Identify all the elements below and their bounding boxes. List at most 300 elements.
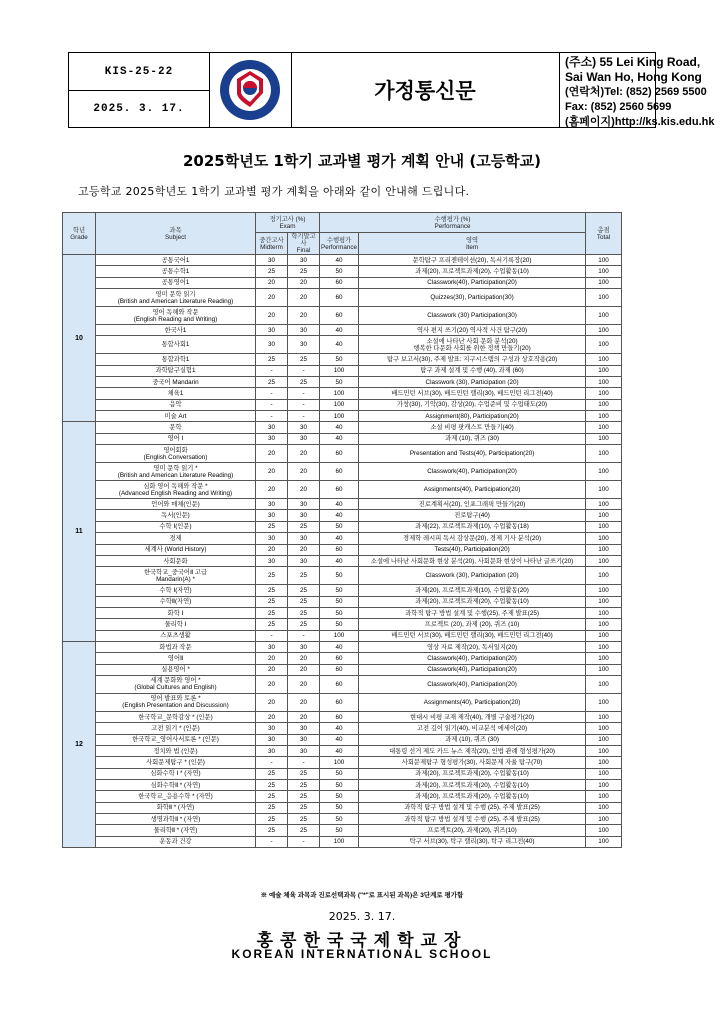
midterm-cell: 30	[256, 510, 288, 521]
final-cell: 25	[288, 354, 320, 365]
table-row	[63, 445, 622, 463]
subject-cell: 화학Ⅱ * (자연)	[96, 802, 256, 813]
subject-cell: 사회문화	[96, 555, 256, 566]
total-cell: 100	[586, 255, 622, 266]
item-cell: Classwork(40), Participation(20)	[359, 664, 586, 675]
subject-cell: 영미 문학 읽기 * (British and American Literature Reading)	[96, 463, 256, 481]
item-cell: Presentation and Tests(40), Participation(20)	[359, 445, 586, 463]
table-row	[63, 596, 622, 607]
table-row	[63, 653, 622, 664]
item-cell: 진로계획서(20), 인포그래픽 만들기(20)	[359, 499, 586, 510]
performance-cell: 40	[320, 325, 359, 336]
letter-header	[68, 52, 715, 128]
midterm-cell: 20	[256, 289, 288, 307]
total-cell: 100	[586, 814, 622, 825]
item-cell: 과제 (10), 퀴즈 (30)	[359, 433, 586, 444]
final-cell: 20	[288, 711, 320, 722]
performance-cell: 60	[320, 277, 359, 288]
school-name-korean: 홍콩한국국제학교장	[256, 931, 468, 951]
total-cell: 100	[586, 399, 622, 410]
subject-cell: 실용영어 *	[96, 664, 256, 675]
performance-cell: 60	[320, 711, 359, 722]
total-cell: 100	[586, 630, 622, 641]
table-row	[63, 664, 622, 675]
final-cell: 30	[288, 499, 320, 510]
table-row	[63, 354, 622, 365]
final-cell: 25	[288, 768, 320, 779]
item-cell: 경제학 레시피 독서 감상문(20), 경제 기사 분석(20)	[359, 533, 586, 544]
table-row	[63, 336, 622, 354]
final-cell: -	[288, 630, 320, 641]
table-row	[63, 836, 622, 847]
subject-cell: 과학탐구실험1	[96, 365, 256, 376]
header-subject: 과목 Subject	[96, 213, 256, 255]
item-cell: 소설 비평 팟캐스트 만들기(40)	[359, 422, 586, 433]
item-cell: 과제(20), 프로젝트과제(20), 수업활동(10)	[359, 768, 586, 779]
total-cell: 100	[586, 802, 622, 813]
subject-cell: 사회문제탐구 * (인문)	[96, 757, 256, 768]
table-row	[63, 422, 622, 433]
performance-cell: 50	[320, 791, 359, 802]
final-cell: 20	[288, 653, 320, 664]
final-cell: -	[288, 388, 320, 399]
document-code: KIS-25-22	[69, 53, 209, 91]
final-cell: 25	[288, 814, 320, 825]
midterm-cell: 25	[256, 377, 288, 388]
table-row	[63, 630, 622, 641]
midterm-cell: 25	[256, 266, 288, 277]
subject-cell: 한국학교_문학감상 * (인문)	[96, 711, 256, 722]
subject-cell: 물리학 Ⅰ	[96, 619, 256, 630]
performance-cell: 50	[320, 585, 359, 596]
item-cell: 역사 편지 쓰기(20) 역사적 사건 탐구(20)	[359, 325, 586, 336]
midterm-cell: 20	[256, 711, 288, 722]
final-cell: -	[288, 411, 320, 422]
table-row	[63, 768, 622, 779]
table-row	[63, 289, 622, 307]
table-row	[63, 675, 622, 693]
table-row	[63, 723, 622, 734]
final-cell: -	[288, 836, 320, 847]
subject-cell: 독서(인문)	[96, 510, 256, 521]
item-cell: 탐구 보고서(30), 주제 발표: 지구시스템의 구성과 상호작용(20)	[359, 354, 586, 365]
final-cell: 20	[288, 307, 320, 325]
item-cell: Classwork (30), Participation (20)	[359, 377, 586, 388]
final-cell: 25	[288, 825, 320, 836]
item-cell: 사회문제탐구 형성평가(30), 사회문제 자율 탐구(70)	[359, 757, 586, 768]
grade-cell: 10	[63, 255, 96, 422]
performance-cell: 100	[320, 630, 359, 641]
subject-cell: 화학 Ⅰ	[96, 607, 256, 618]
subject-cell: 생명과학Ⅱ * (자연)	[96, 814, 256, 825]
evaluation-plan-table	[62, 212, 622, 848]
final-cell: 20	[288, 289, 320, 307]
performance-cell: 60	[320, 693, 359, 711]
item-cell: 소설에 나타난 사회문화 현상 분석(20), 사회문화 현상이 나타난 글쓰기(20)	[359, 555, 586, 566]
total-cell: 100	[586, 277, 622, 288]
subject-cell: 음악	[96, 399, 256, 410]
performance-cell: 60	[320, 544, 359, 555]
footnote: ※ 예술 체육 과목과 진로선택과목 ("*"로 표시된 과목)은 3단계로 평가함	[260, 892, 464, 899]
final-cell: 20	[288, 277, 320, 288]
subject-cell: 영어 독해와 작문 (English Reading and Writing)	[96, 307, 256, 325]
performance-cell: 50	[320, 768, 359, 779]
subject-cell: 미술 Art	[96, 411, 256, 422]
subject-cell: 언어와 매체(인문)	[96, 499, 256, 510]
total-cell: 100	[586, 723, 622, 734]
final-cell: 30	[288, 325, 320, 336]
final-cell: 30	[288, 510, 320, 521]
subject-cell: 한국사1	[96, 325, 256, 336]
table-row	[63, 567, 622, 585]
midterm-cell: 25	[256, 607, 288, 618]
performance-cell: 50	[320, 377, 359, 388]
midterm-cell: 25	[256, 768, 288, 779]
midterm-cell: 25	[256, 791, 288, 802]
subject-cell: 고전 읽기 * (인문)	[96, 723, 256, 734]
final-cell: 30	[288, 555, 320, 566]
grade-cell: 12	[63, 641, 96, 847]
subject-cell: 중국어 Mandarin	[96, 377, 256, 388]
total-cell: 100	[586, 325, 622, 336]
table-row	[63, 388, 622, 399]
table-row	[63, 555, 622, 566]
total-cell: 100	[586, 836, 622, 847]
item-cell: 과제 (10), 퀴즈 (30)	[359, 734, 586, 745]
item-cell: 배드민턴 서브(30), 배드민턴 랠리(30), 배드민턴 리그전(40)	[359, 630, 586, 641]
midterm-cell: 20	[256, 664, 288, 675]
school-logo	[209, 53, 292, 127]
item-cell: 소설에 나타난 사회 문화 분석(20) 행복한 다문화 사회를 위한 정책 만들기(20)	[359, 336, 586, 354]
header-total: 총점 Total	[586, 213, 622, 255]
table-row	[63, 825, 622, 836]
header-meta	[69, 53, 210, 127]
performance-cell: 50	[320, 780, 359, 791]
subject-cell: 영어Ⅱ	[96, 653, 256, 664]
final-cell: 20	[288, 463, 320, 481]
total-cell: 100	[586, 336, 622, 354]
midterm-cell: 30	[256, 433, 288, 444]
address-line-1: (주소) 55 Lei King Road,	[565, 55, 701, 69]
item-cell: Assignment(80), Participation(20)	[359, 411, 586, 422]
final-cell: 25	[288, 802, 320, 813]
midterm-cell: 25	[256, 780, 288, 791]
midterm-cell: -	[256, 399, 288, 410]
midterm-cell: 20	[256, 653, 288, 664]
table-row	[63, 533, 622, 544]
item-cell: Quizzes(30), Participation(30)	[359, 289, 586, 307]
header-midterm: 중간고사 Midterm	[256, 233, 288, 255]
midterm-cell: 20	[256, 675, 288, 693]
midterm-cell: -	[256, 411, 288, 422]
total-cell: 100	[586, 445, 622, 463]
midterm-cell: 25	[256, 585, 288, 596]
performance-cell: 100	[320, 388, 359, 399]
document-type-title: 가정통신문	[291, 53, 560, 127]
final-cell: 20	[288, 445, 320, 463]
total-cell: 100	[586, 653, 622, 664]
midterm-cell: -	[256, 836, 288, 847]
performance-cell: 100	[320, 365, 359, 376]
performance-cell: 50	[320, 607, 359, 618]
final-cell: 25	[288, 266, 320, 277]
final-cell: 25	[288, 791, 320, 802]
table-row	[63, 619, 622, 630]
total-cell: 100	[586, 745, 622, 756]
performance-cell: 40	[320, 433, 359, 444]
subject-cell: 심화수학Ⅱ * (자연)	[96, 780, 256, 791]
final-cell: 30	[288, 641, 320, 652]
final-cell: 20	[288, 675, 320, 693]
performance-cell: 60	[320, 664, 359, 675]
performance-cell: 100	[320, 836, 359, 847]
total-cell: 100	[586, 607, 622, 618]
item-cell: 영상 자료 제작(20), 독서일지(20)	[359, 641, 586, 652]
table-row	[63, 399, 622, 410]
total-cell: 100	[586, 641, 622, 652]
midterm-cell: 30	[256, 533, 288, 544]
midterm-cell: 25	[256, 619, 288, 630]
subject-cell: 스포츠생활	[96, 630, 256, 641]
total-cell: 100	[586, 354, 622, 365]
final-cell: 30	[288, 433, 320, 444]
final-cell: 25	[288, 377, 320, 388]
table-row	[63, 277, 622, 288]
page-title: 2025학년도 1학기 교과별 평가 계획 안내 (고등학교)	[182, 152, 542, 170]
item-cell: Tests(40), Participation(20)	[359, 544, 586, 555]
performance-cell: 40	[320, 745, 359, 756]
total-cell: 100	[586, 757, 622, 768]
total-cell: 100	[586, 377, 622, 388]
performance-cell: 60	[320, 307, 359, 325]
table-row	[63, 780, 622, 791]
table-row	[63, 481, 622, 499]
subject-cell: 심화 영어 독해와 작문 * (Advanced English Reading and Writing)	[96, 481, 256, 499]
midterm-cell: 20	[256, 307, 288, 325]
table-row	[63, 791, 622, 802]
homepage-link[interactable]: (홈페이지)http://ks.kis.edu.hk	[565, 116, 715, 128]
performance-cell: 60	[320, 289, 359, 307]
item-cell: 문학탐구 프리젠테이션(20), 독서기록장(20)	[359, 255, 586, 266]
subject-cell: 영미 문학 읽기 (British and American Literature Reading)	[96, 289, 256, 307]
subject-cell: 화법과 작문	[96, 641, 256, 652]
table-row	[63, 734, 622, 745]
subject-cell: 공통영어1	[96, 277, 256, 288]
midterm-cell: -	[256, 630, 288, 641]
total-cell: 100	[586, 388, 622, 399]
performance-cell: 60	[320, 463, 359, 481]
contact-info	[559, 53, 715, 128]
item-cell: 진로탐구(40)	[359, 510, 586, 521]
item-cell: Classwork (30) Participation(30)	[359, 307, 586, 325]
performance-cell: 50	[320, 567, 359, 585]
performance-cell: 50	[320, 619, 359, 630]
midterm-cell: 30	[256, 422, 288, 433]
midterm-cell: 30	[256, 723, 288, 734]
table-row	[63, 255, 622, 266]
total-cell: 100	[586, 711, 622, 722]
table-row	[63, 641, 622, 652]
total-cell: 100	[586, 675, 622, 693]
item-cell: 과제(20), 프로젝트과제(20), 수업활동(10)	[359, 780, 586, 791]
table-row	[63, 585, 622, 596]
midterm-cell: 30	[256, 555, 288, 566]
item-cell: 탁구 서브(30), 탁구 랠리(30), 탁구 리그전(40)	[359, 836, 586, 847]
header-item: 영역 Item	[359, 233, 586, 255]
final-cell: 30	[288, 533, 320, 544]
item-cell: 과제(20), 프로젝트과제(10), 수업활동(20)	[359, 585, 586, 596]
table-row	[63, 499, 622, 510]
performance-cell: 40	[320, 734, 359, 745]
performance-cell: 60	[320, 481, 359, 499]
subject-cell: 한국학교_응용수학 * (자연)	[96, 791, 256, 802]
total-cell: 100	[586, 555, 622, 566]
midterm-cell: -	[256, 757, 288, 768]
item-cell: Classwork(40), Participation(20)	[359, 675, 586, 693]
total-cell: 100	[586, 825, 622, 836]
final-cell: 20	[288, 693, 320, 711]
performance-cell: 100	[320, 411, 359, 422]
total-cell: 100	[586, 499, 622, 510]
total-cell: 100	[586, 693, 622, 711]
item-cell: 과학적 탐구 방법 설계 및 수행 (25), 주제 발표(25)	[359, 814, 586, 825]
performance-cell: 40	[320, 255, 359, 266]
total-cell: 100	[586, 411, 622, 422]
subject-cell: 영어 발표와 토론 * (English Presentation and Discussion)	[96, 693, 256, 711]
subject-cell: 수학 Ⅰ(인문)	[96, 521, 256, 532]
subject-cell: 경제	[96, 533, 256, 544]
table-row	[63, 802, 622, 813]
total-cell: 100	[586, 596, 622, 607]
total-cell: 100	[586, 521, 622, 532]
header-grade: 학년 Grade	[63, 213, 96, 255]
subject-cell: 공통수학1	[96, 266, 256, 277]
subject-cell: 통합과학1	[96, 354, 256, 365]
fax: Fax: (852) 2560 5699	[565, 101, 672, 113]
table-row	[63, 266, 622, 277]
telephone: (연락처)Tel: (852) 2569 5500	[565, 86, 707, 98]
subject-cell: 영어 Ⅰ	[96, 433, 256, 444]
total-cell: 100	[586, 780, 622, 791]
header-exam: 정기고사 (%) Exam	[256, 213, 320, 233]
total-cell: 100	[586, 365, 622, 376]
performance-cell: 100	[320, 757, 359, 768]
item-cell: 과제(20), 프로젝트과제(20), 수업활동(10)	[359, 791, 586, 802]
table-row	[63, 307, 622, 325]
total-cell: 100	[586, 567, 622, 585]
midterm-cell: 25	[256, 354, 288, 365]
total-cell: 100	[586, 463, 622, 481]
total-cell: 100	[586, 791, 622, 802]
midterm-cell: 30	[256, 734, 288, 745]
performance-cell: 50	[320, 825, 359, 836]
subject-cell: 수학Ⅱ(자연)	[96, 596, 256, 607]
midterm-cell: 30	[256, 745, 288, 756]
item-cell: Classwork (30), Participation (20)	[359, 567, 586, 585]
item-cell: Assignments(40), Participation(20)	[359, 693, 586, 711]
total-cell: 100	[586, 533, 622, 544]
total-cell: 100	[586, 510, 622, 521]
table-row	[63, 433, 622, 444]
item-cell: 가창(30), 기악(30), 감상(20), 수업준비 및 수업태도(20)	[359, 399, 586, 410]
table-row	[63, 693, 622, 711]
performance-cell: 100	[320, 399, 359, 410]
performance-cell: 40	[320, 723, 359, 734]
performance-cell: 40	[320, 336, 359, 354]
table-row	[63, 325, 622, 336]
performance-cell: 40	[320, 641, 359, 652]
performance-cell: 60	[320, 675, 359, 693]
midterm-cell: 25	[256, 814, 288, 825]
midterm-cell: 30	[256, 255, 288, 266]
performance-cell: 40	[320, 555, 359, 566]
performance-cell: 50	[320, 354, 359, 365]
subject-cell: 문학	[96, 422, 256, 433]
table-row	[63, 757, 622, 768]
midterm-cell: 25	[256, 521, 288, 532]
item-cell: 현대시 비평 교재 제작(40), 개별 구술평가(20)	[359, 711, 586, 722]
final-cell: 25	[288, 619, 320, 630]
header-performance: 수행평가 (%) Performance	[320, 213, 586, 233]
midterm-cell: -	[256, 365, 288, 376]
midterm-cell: 25	[256, 802, 288, 813]
total-cell: 100	[586, 619, 622, 630]
subject-cell: 체육1	[96, 388, 256, 399]
midterm-cell: 30	[256, 336, 288, 354]
total-cell: 100	[586, 544, 622, 555]
total-cell: 100	[586, 734, 622, 745]
final-cell: 30	[288, 255, 320, 266]
subject-cell: 정치와 법 (인문)	[96, 745, 256, 756]
performance-cell: 40	[320, 510, 359, 521]
final-cell: 25	[288, 585, 320, 596]
item-cell: Classwork(40), Participation(20)	[359, 277, 586, 288]
item-cell: 대통령 선거 제도 카드 뉴스 제작(20), 인법 관례 형성평가(20)	[359, 745, 586, 756]
document-date: 2025. 3. 17.	[93, 102, 185, 115]
subject-cell: 한국학교_영어사서토론 * (인문)	[96, 734, 256, 745]
total-cell: 100	[586, 664, 622, 675]
subject-cell: 심화수학 Ⅰ * (자연)	[96, 768, 256, 779]
midterm-cell: 20	[256, 463, 288, 481]
performance-cell: 50	[320, 814, 359, 825]
intro-text: 고등학교 2025학년도 1학기 교과별 평가 계획을 아래와 같이 안내해 드립니다.	[78, 185, 470, 198]
subject-cell: 통합사회1	[96, 336, 256, 354]
performance-cell: 40	[320, 422, 359, 433]
midterm-cell: 25	[256, 596, 288, 607]
final-cell: -	[288, 365, 320, 376]
subject-cell: 물리학Ⅱ * (자연)	[96, 825, 256, 836]
table-row	[63, 510, 622, 521]
final-cell: 30	[288, 734, 320, 745]
total-cell: 100	[586, 266, 622, 277]
midterm-cell: 20	[256, 544, 288, 555]
item-cell: 과제(20), 프로젝트과제(20), 수업활동(10)	[359, 266, 586, 277]
table-row	[63, 365, 622, 376]
midterm-cell: 20	[256, 693, 288, 711]
final-cell: 30	[288, 723, 320, 734]
school-name-english: KOREAN INTERNATIONAL SCHOOL	[231, 947, 493, 961]
final-cell: 30	[288, 422, 320, 433]
header-performance-pct: 수행평가 Performance	[320, 233, 359, 255]
table-row	[63, 463, 622, 481]
performance-cell: 60	[320, 653, 359, 664]
table-row	[63, 711, 622, 722]
final-cell: -	[288, 399, 320, 410]
total-cell: 100	[586, 481, 622, 499]
table-row	[63, 377, 622, 388]
midterm-cell: 25	[256, 825, 288, 836]
item-cell: Assignments(40), Participation(20)	[359, 481, 586, 499]
